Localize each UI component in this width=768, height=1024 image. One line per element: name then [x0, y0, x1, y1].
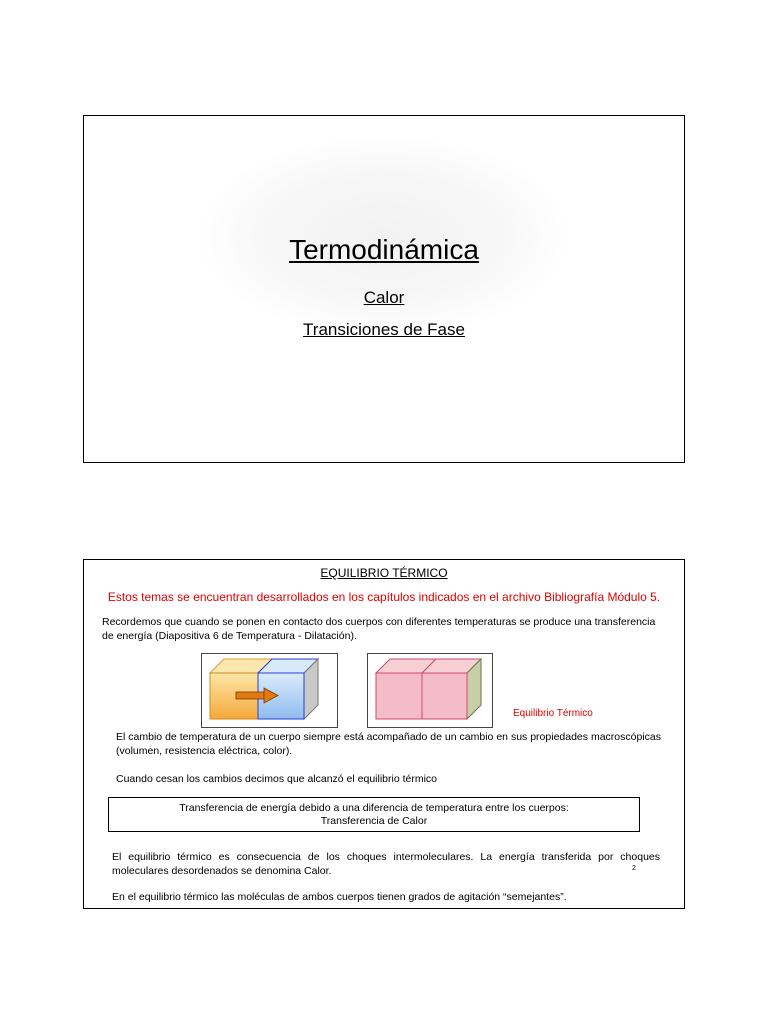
- subtitle-calor: Calor: [363, 288, 405, 307]
- title-slide: [83, 115, 685, 463]
- subtitle-transiciones: Transiciones de Fase: [303, 320, 465, 339]
- heat-arrow-shaft: [236, 692, 264, 699]
- definition-line-2: Transferencia de Calor: [320, 815, 428, 827]
- equilibrium-reached-paragraph: Cuando cesan los cambios decimos que alcanzó el equilibrio térmico: [116, 773, 438, 785]
- definition-box: [108, 797, 640, 832]
- definition-line-1: Transferencia de energía debido a una diferencia de temperatura entre los cuerpos:: [179, 802, 569, 814]
- agitation-paragraph: En el equilibrio térmico las moléculas de ambos cuerpos tienen grados de agitación “semejantes”.: [112, 891, 567, 903]
- equilibrium-label: Equilibrio Térmico: [513, 708, 593, 719]
- heat-transfer-figure: [201, 653, 338, 728]
- slide-title: Termodinámica: [289, 234, 479, 265]
- intro-paragraph: Recordemos que cuando se ponen en contacto dos cuerpos con diferentes temperaturas se produce una transferencia de energía (Diapositiva 6 de Temperatura - Dilatación).: [102, 616, 656, 642]
- equilibrium-figure: [367, 653, 493, 728]
- left-block: [376, 673, 422, 719]
- bibliography-note: Estos temas se encuentran desarrollados en los capítulos indicados en el archivo Bibliografía Módulo 5.: [107, 590, 661, 604]
- right-block: [422, 673, 467, 719]
- slide-heading: EQUILIBRIO TÉRMICO: [320, 566, 448, 580]
- page-number: 2: [632, 865, 636, 872]
- macroscopic-changes-paragraph: El cambio de temperatura de un cuerpo siempre está acompañado de un cambio en sus propiedades macroscópicas (volumen, resistencia eléctrica, color).: [116, 731, 661, 757]
- collisions-paragraph: El equilibrio térmico es consecuencia de los choques intermoleculares. La energía transferida por choques moleculares desordenados se denomina Calor.: [112, 851, 660, 877]
- equilibrium-slide: [83, 559, 685, 909]
